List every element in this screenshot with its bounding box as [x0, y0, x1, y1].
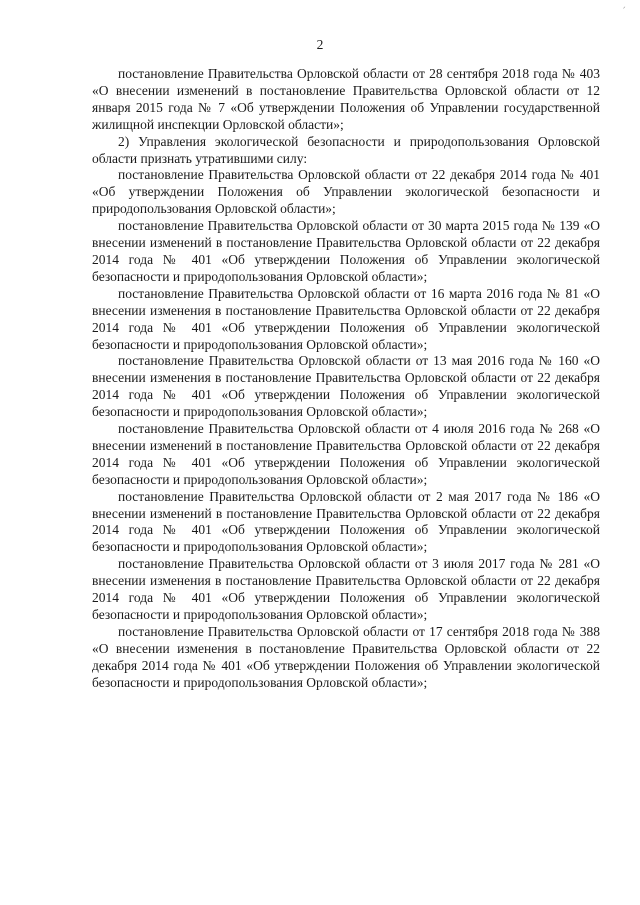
- scan-mark: ´: [621, 7, 626, 17]
- document-body: [92, 66, 600, 692]
- paragraph: постановление Правительства Орловской области от 3 июля 2017 года № 281 «О внесении изменения в постановление Правительства Орловской области от 22 декабря 2014 года № 401 «Об утверждении Положения об Управлении экологической безопасности и природопользования Орловской области»;: [92, 556, 600, 622]
- paragraph: постановление Правительства Орловской области от 13 мая 2016 года № 160 «О внесении изменения в постановление Правительства Орловской области от 22 декабря 2014 года № 401 «Об утверждении Положения об Управлении экологической безопасности и природопользования Орловской области»;: [92, 353, 600, 420]
- paragraph: 2) Управления экологической безопасности и природопользования Орловской области признать утратившими силу:: [92, 133, 600, 166]
- page-number: 2: [316, 37, 324, 52]
- paragraph: постановление Правительства Орловской области от 16 марта 2016 года № 81 «О внесении изменения в постановление Правительства Орловской области от 22 декабря 2014 года № 401 «Об утверждении Положения об Управлении экологической безопасности и природопользования Орловской области»;: [92, 285, 600, 352]
- paragraph: постановление Правительства Орловской области от 2 мая 2017 года № 186 «О внесении изменений в постановление Правительства Орловской области от 22 декабря 2014 года № 401 «Об утверждении Положения об Управлении экологической безопасности и природопользования Орловской области»;: [92, 488, 600, 555]
- paragraph: постановление Правительства Орловской области от 4 июля 2016 года № 268 «О внесении изменений в постановление Правительства Орловской области от 22 декабря 2014 года № 401 «Об утверждении Положения об Управлении экологической безопасности и природопользования Орловской области»;: [92, 421, 600, 487]
- paragraph: постановление Правительства Орловской области от 22 декабря 2014 года № 401 «Об утверждении Положения об Управлении экологической безопасности и природопользования Орловской области»;: [92, 167, 600, 217]
- paragraph: постановление Правительства Орловской области от 17 сентября 2018 года № 388 «О внесении изменения в постановление Правительства Орловской области от 22 декабря 2014 года № 401 «Об утверждении Положения об Управлении экологической безопасности и природопользования Орловской области»;: [92, 623, 600, 690]
- paragraph: постановление Правительства Орловской области от 28 сентября 2018 года № 403 «О внесении изменений в постановление Правительства Орловской области от 12 января 2015 года № 7 «Об утверждении Положения об Управлении государственной жилищной инспекции Орловской области»;: [92, 66, 600, 132]
- paragraph: постановление Правительства Орловской области от 30 марта 2015 года № 139 «О внесении изменений в постановление Правительства Орловской области от 22 декабря 2014 года № 401 «Об утверждении Положения об Управлении экологической безопасности и природопользования Орловской области»;: [92, 218, 600, 284]
